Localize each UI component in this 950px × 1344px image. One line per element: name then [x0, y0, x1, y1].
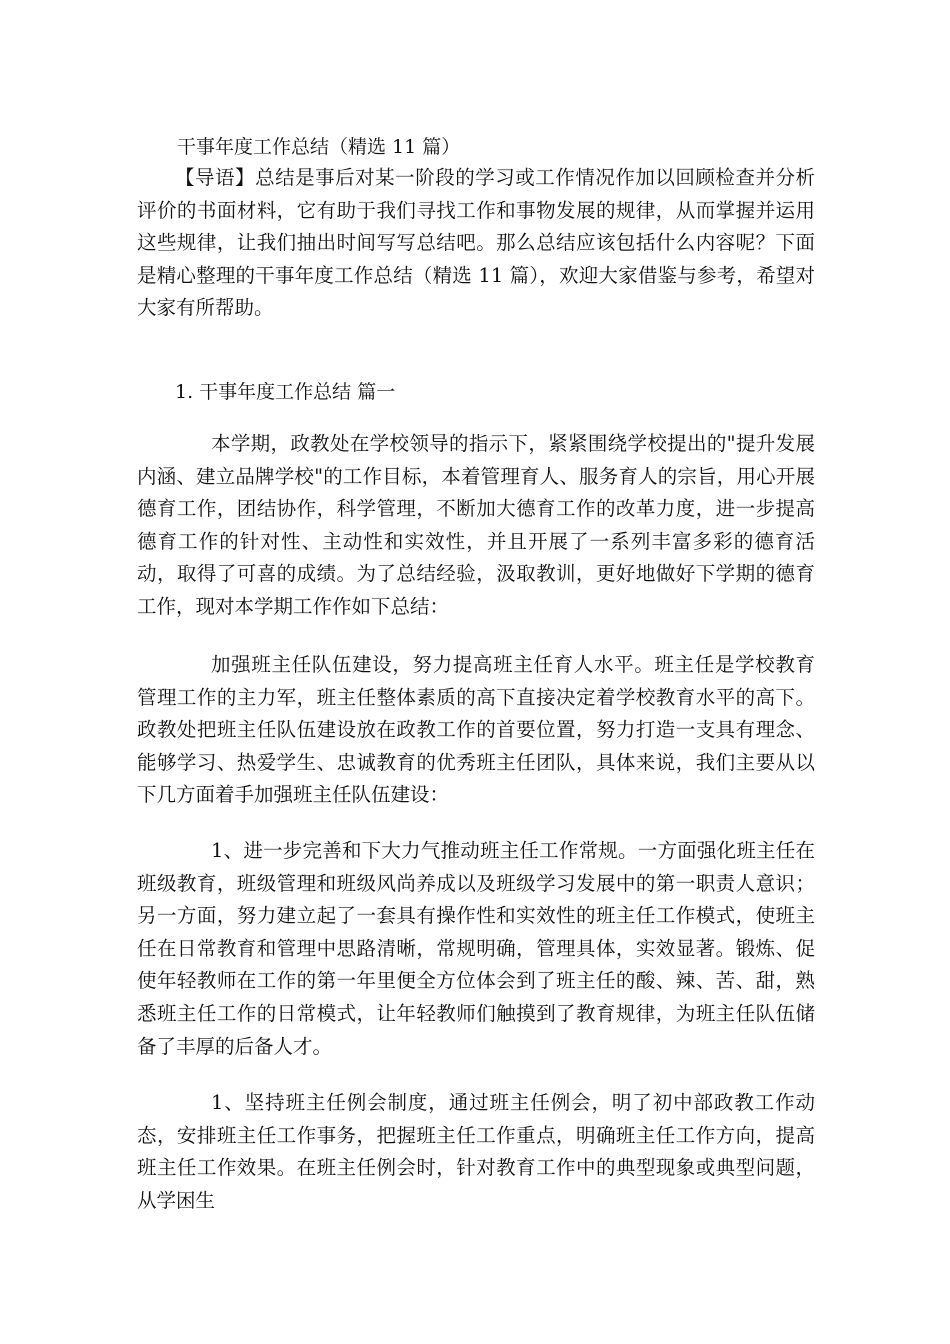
- body-paragraph: 本学期，政教处在学校领导的指示下，紧紧围绕学校提出的"提升发展内涵、建立品牌学校"的工作目标，本着管理育人、服务育人的宗旨，用心开展德育工作，团结协作，科学管理，不断加大德育工作的改革力度，进一步提高德育工作的针对性、主动性和实效性，并且开展了一系列丰富多彩的德育活动，取得了可喜的成绩。为了总结经验，汲取教训，更好地做好下学期的德育工作，现对本学期工作作如下总结：: [137, 432, 815, 618]
- section-heading: 1. 干事年度工作总结 篇一: [175, 381, 396, 403]
- body-paragraph: 1、进一步完善和下大力气推动班主任工作常规。一方面强化班主任在班级教育，班级管理和班级风尚养成以及班级学习发展中的第一职责人意识；另一方面，努力建立起了一套具有操作性和实效性的班主任工作模式，使班主任在日常教育和管理中思路清晰，常规明确，管理具体，实效显著。锻炼、促使年轻教师在工作的第一年里便全方位体会到了班主任的酸、辣、苦、甜，熟悉班主任工作的日常模式，让年轻教师们触摸到了教育规律，为班主任队伍储备了丰厚的后备人才。: [137, 839, 815, 1058]
- body-paragraph: 1、坚持班主任例会制度，通过班主任例会，明了初中部政教工作动态，安排班主任工作事务，把握班主任工作重点，明确班主任工作方向，提高班主任工作效果。在班主任例会时，针对教育工作中的典型现象或典型问题，从学困生: [137, 1091, 815, 1212]
- document-title: 干事年度工作总结（精选 11 篇）: [177, 136, 461, 158]
- intro-paragraph: 【导语】总结是事后对某一阶段的学习或工作情况作加以回顾检查并分析评价的书面材料，它有助于我们寻找工作和事物发展的规律，从而掌握并运用这些规律，让我们抽出时间写写总结吧。那么总结应该包括什么内容呢？下面是精心整理的干事年度工作总结（精选 11 篇），欢迎大家借鉴与参考，希望对大家有所帮助。: [137, 166, 815, 320]
- body-paragraph: 加强班主任队伍建设，努力提高班主任育人水平。班主任是学校教育管理工作的主力军，班主任整体素质的高下直接决定着学校教育水平的高下。政教处把班主任队伍建设放在政教工作的首要位置，努力打造一支具有理念、能够学习、热爱学生、忠诚教育的优秀班主任团队，具体来说，我们主要从以下几方面着手加强班主任队伍建设：: [137, 653, 815, 807]
